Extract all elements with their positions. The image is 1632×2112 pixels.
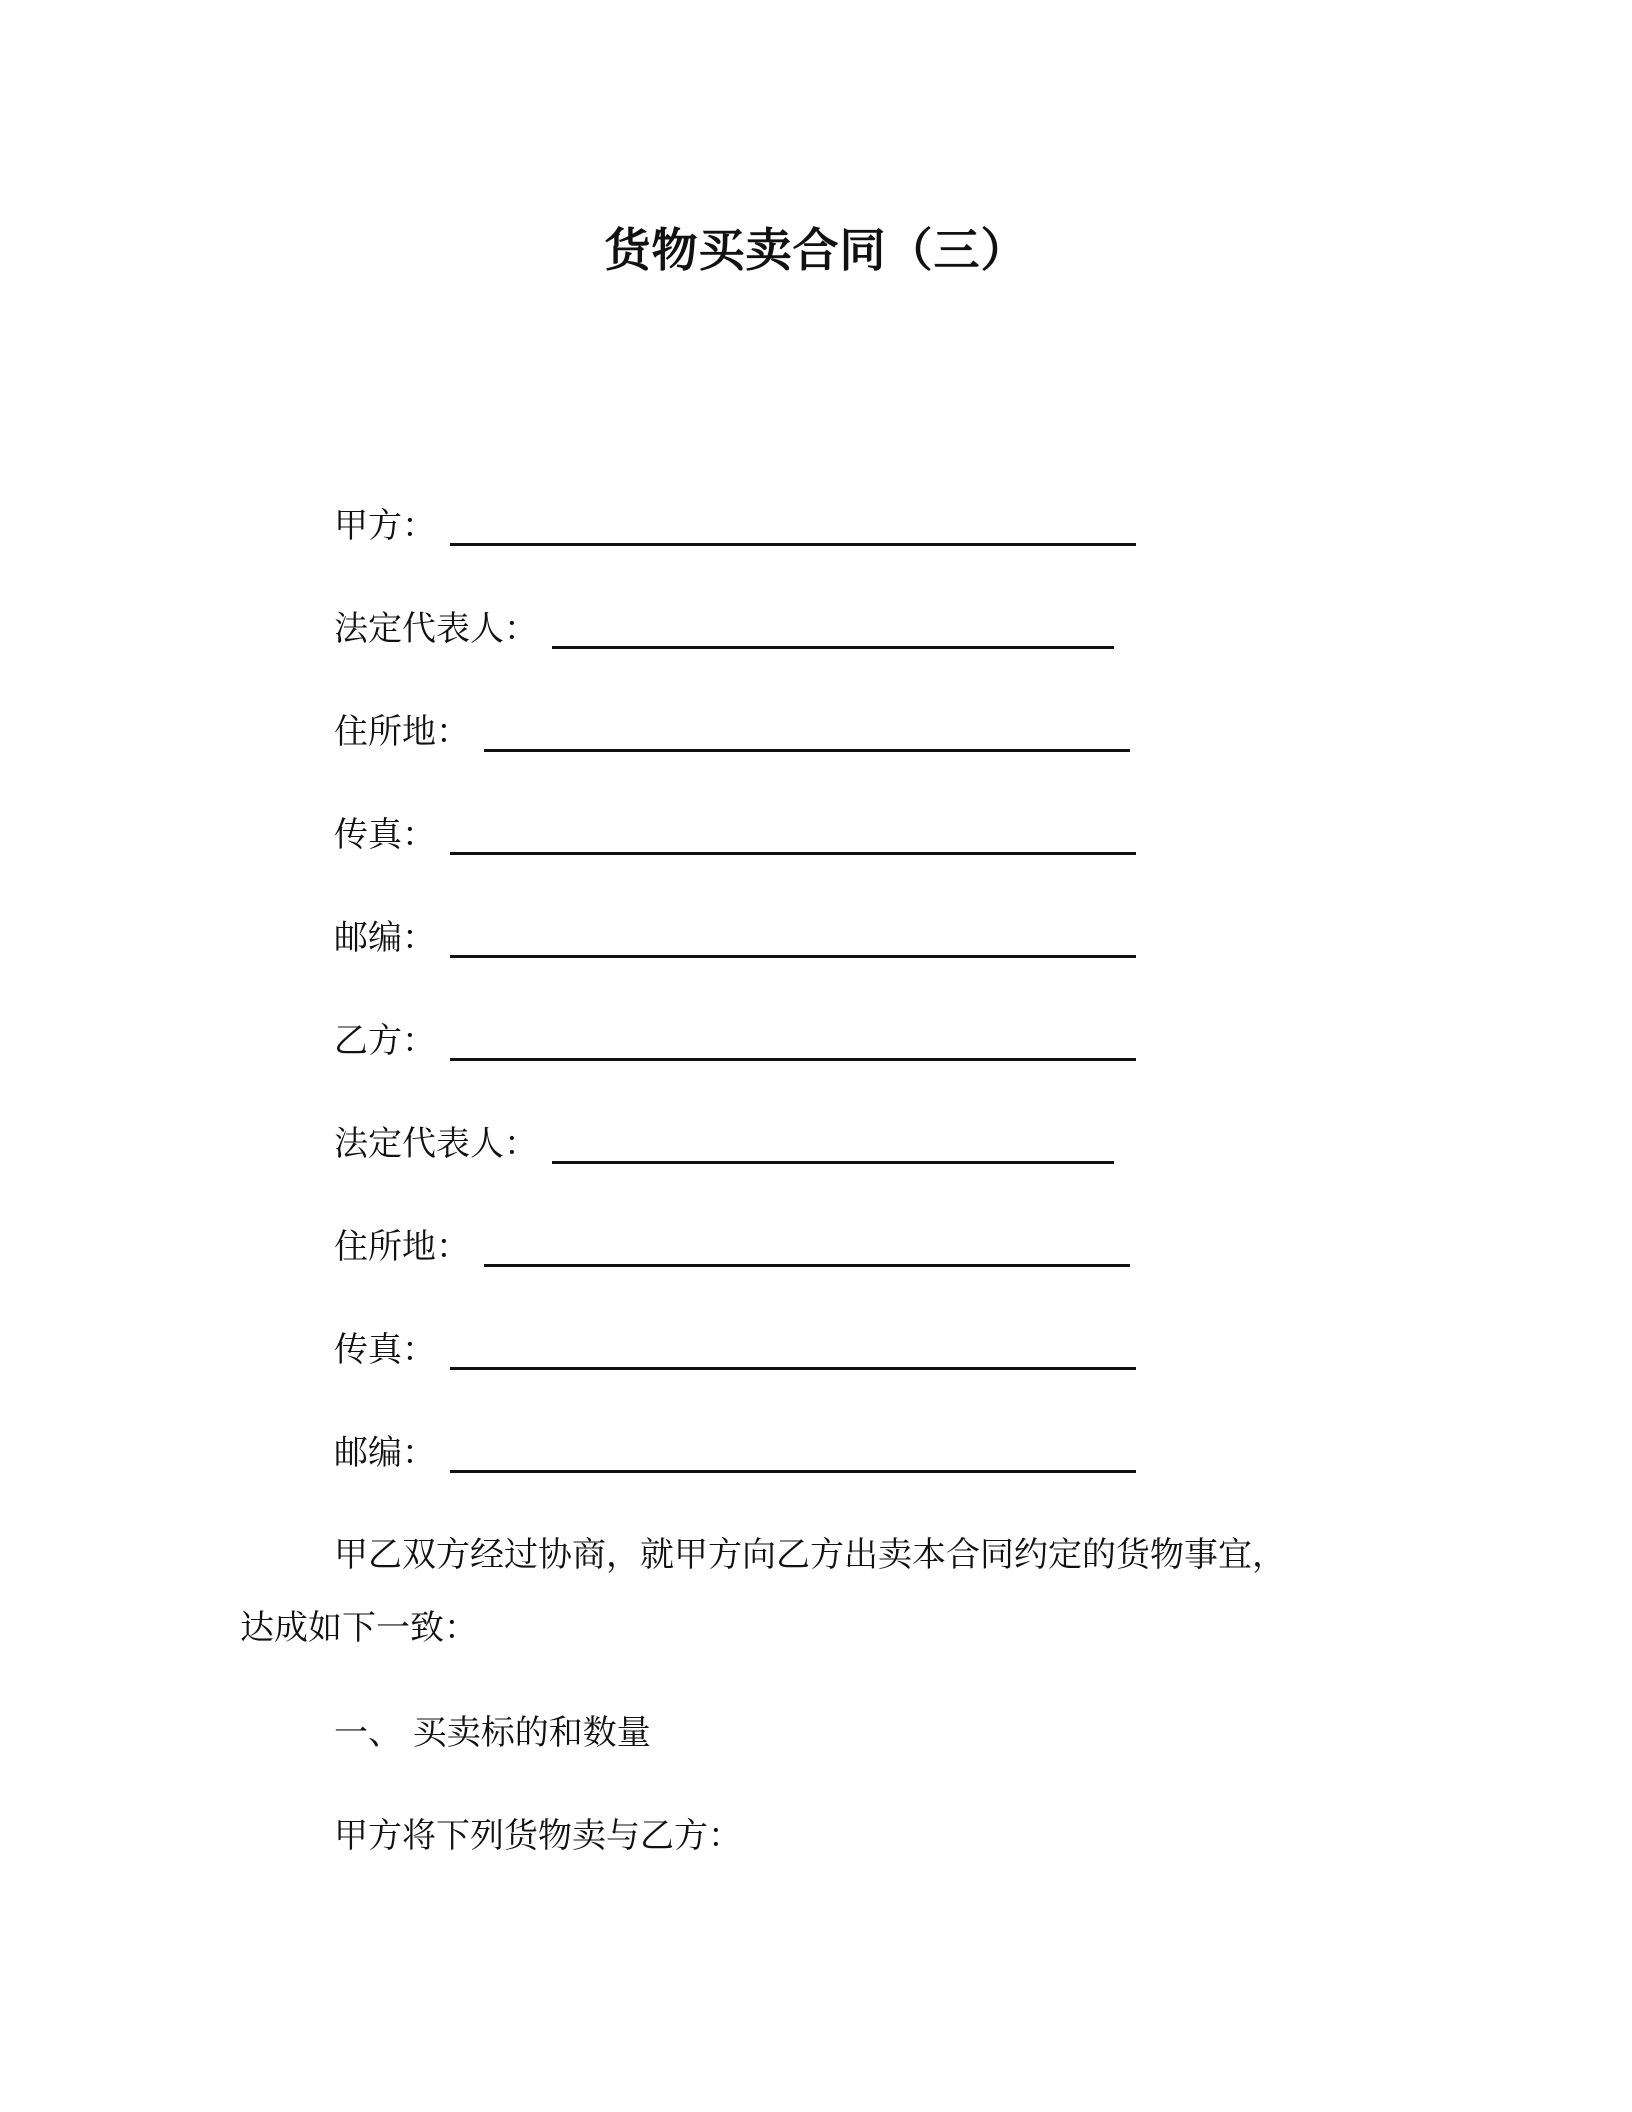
document-title: 货物买卖合同（三） [604,223,1028,277]
party-a-address-field [334,707,1130,757]
field-label: 邮编： [334,918,436,958]
party-b-fax-field [334,1325,1136,1375]
fill-in-blank-line[interactable] [450,1430,1136,1473]
party-a-legal-rep-field [334,604,1114,654]
field-label: 法定代表人： [334,1124,538,1164]
field-label: 住所地： [334,1227,470,1267]
party-a-fax-field [334,810,1136,860]
field-label: 传真： [334,1330,436,1370]
fill-in-blank-line[interactable] [552,606,1114,649]
field-label: 乙方： [334,1021,436,1061]
party-b-field [334,1016,1136,1066]
section-1-heading: 一、 买卖标的和数量 [334,1713,651,1753]
fill-in-blank-line[interactable] [450,1327,1136,1370]
party-b-postcode-field [334,1428,1136,1478]
field-label: 住所地： [334,712,470,752]
fill-in-blank-line[interactable] [552,1121,1114,1164]
field-label: 甲方： [334,506,436,546]
field-label: 传真： [334,815,436,855]
fill-in-blank-line[interactable] [484,709,1130,752]
fill-in-blank-line[interactable] [484,1224,1130,1267]
intro-paragraph-line-1: 甲乙双方经过协商，就甲方向乙方出卖本合同约定的货物事宜， [334,1535,1286,1575]
fill-in-blank-line[interactable] [450,812,1136,855]
fill-in-blank-line[interactable] [450,915,1136,958]
party-a-field [334,501,1136,551]
fill-in-blank-line[interactable] [450,503,1136,546]
party-b-legal-rep-field [334,1119,1114,1169]
field-label: 邮编： [334,1433,436,1473]
party-b-address-field [334,1222,1130,1272]
party-a-postcode-field [334,913,1136,963]
fill-in-blank-line[interactable] [450,1018,1136,1061]
field-label: 法定代表人： [334,609,538,649]
intro-paragraph-line-2: 达成如下一致： [240,1608,478,1648]
section-1-text: 甲方将下列货物卖与乙方： [334,1816,742,1856]
